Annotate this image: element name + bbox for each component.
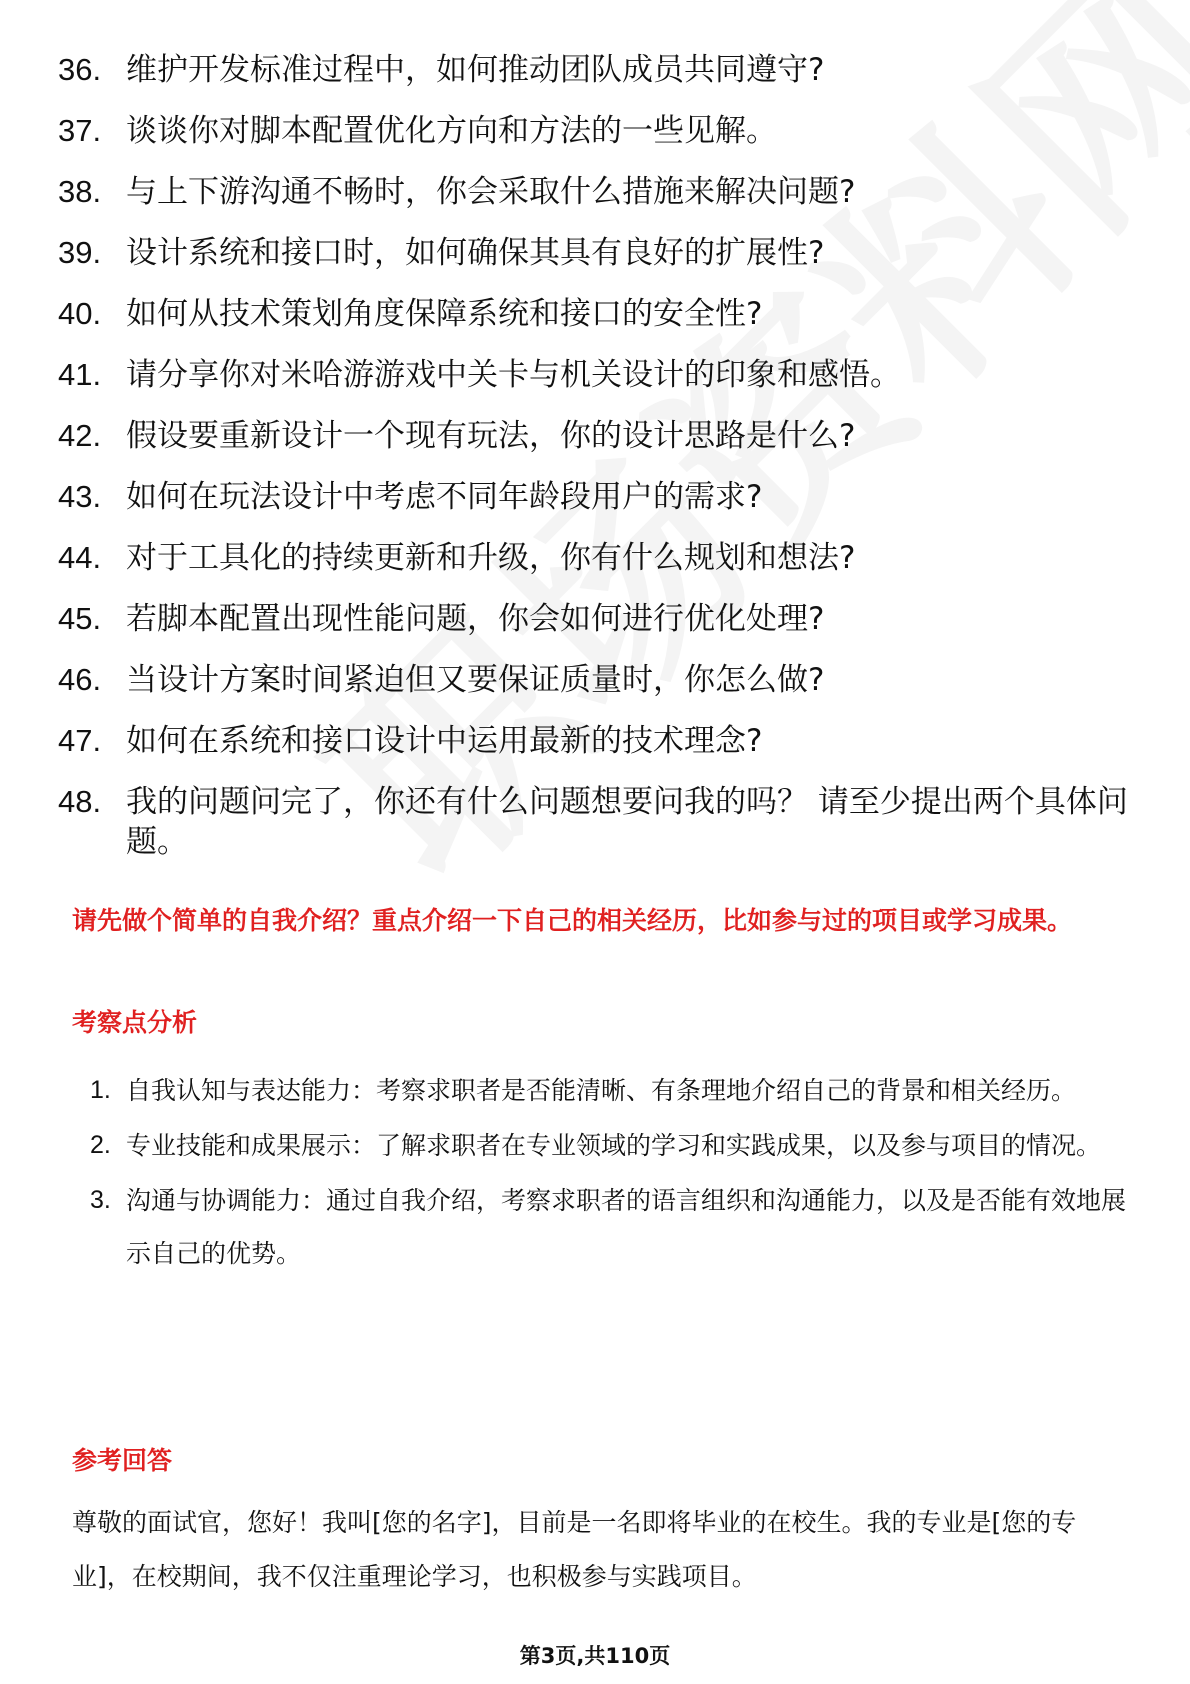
- analysis-list: [90, 1064, 1130, 1282]
- question-number: 39.: [58, 235, 102, 270]
- analysis-text: 专业技能和成果展示：了解求职者在专业领域的学习和实践成果，以及参与项目的情况。: [126, 1131, 1102, 1160]
- question-item: [58, 782, 1138, 862]
- question-heading: 请先做个简单的自我介绍？重点介绍一下自己的相关经历，比如参与过的项目或学习成果。: [72, 906, 1073, 935]
- question-text: 假设要重新设计一个现有玩法，你的设计思路是什么?: [126, 418, 856, 454]
- analysis-text: 沟通与协调能力：通过自我介绍，考察求职者的语言组织和沟通能力，以及是否能有效地展示自己的优势。: [126, 1186, 1127, 1268]
- question-text: 若脚本配置出现性能问题，你会如何进行优化处理?: [126, 601, 825, 637]
- question-number: 40.: [58, 296, 102, 331]
- question-number: 48.: [58, 784, 102, 819]
- question-text: 如何在玩法设计中考虑不同年龄段用户的需求?: [126, 479, 763, 515]
- question-number: 41.: [58, 357, 102, 392]
- question-item: [58, 599, 1138, 639]
- question-number: 45.: [58, 601, 102, 636]
- question-text: 维护开发标准过程中，如何推动团队成员共同遵守?: [126, 52, 825, 88]
- page-footer: 第3页,共110页: [519, 1644, 671, 1668]
- question-text: 与上下游沟通不畅时，你会采取什么措施来解决问题?: [126, 174, 856, 210]
- question-item: [58, 721, 1138, 761]
- question-item: [58, 50, 1138, 90]
- question-number: 43.: [58, 479, 102, 514]
- analysis-number: 3.: [90, 1186, 111, 1214]
- question-text: 我的问题问完了，你还有什么问题想要问我的吗？ 请至少提出两个具体问题。: [126, 784, 1128, 860]
- answer-heading-label: 参考回答: [72, 1446, 173, 1475]
- question-item: [58, 477, 1138, 517]
- question-text: 对于工具化的持续更新和升级，你有什么规划和想法?: [126, 540, 856, 576]
- analysis-item: [90, 1119, 1130, 1172]
- question-number: 36.: [58, 52, 102, 87]
- answer-paragraph: 尊敬的面试官，您好！我叫[您的名字]，目前是一名即将毕业的在校生。我的专业是[您的专业]，在校期间，我不仅注重理论学习，也积极参与实践项目。: [72, 1508, 1077, 1591]
- question-number: 42.: [58, 418, 102, 453]
- question-list: [58, 50, 1138, 883]
- analysis-item: [90, 1174, 1130, 1280]
- question-item: [58, 416, 1138, 456]
- analysis-text: 自我认知与表达能力：考察求职者是否能清晰、有条理地介绍自己的背景和相关经历。: [126, 1076, 1077, 1105]
- analysis-number: 1.: [90, 1076, 111, 1104]
- question-number: 38.: [58, 174, 102, 209]
- question-item: [58, 660, 1138, 700]
- question-text: 如何在系统和接口设计中运用最新的技术理念?: [126, 723, 763, 759]
- question-text: 谈谈你对脚本配置优化方向和方法的一些见解。: [126, 113, 777, 149]
- question-item: [58, 172, 1138, 212]
- answer-heading: [72, 1444, 1132, 1478]
- question-item: [58, 233, 1138, 273]
- question-item: [58, 111, 1138, 151]
- question-text: 设计系统和接口时，如何确保其具有良好的扩展性?: [126, 235, 825, 271]
- analysis-number: 2.: [90, 1131, 111, 1159]
- question-text: 请分享你对米哈游游戏中关卡与机关设计的印象和感悟。: [126, 357, 901, 393]
- analysis-heading-label: 考察点分析: [72, 1008, 198, 1037]
- question-item: [58, 355, 1138, 395]
- question-number: 44.: [58, 540, 102, 575]
- question-number: 37.: [58, 113, 102, 148]
- analysis-item: [90, 1064, 1130, 1117]
- question-item: [58, 294, 1138, 334]
- question-number: 47.: [58, 723, 102, 758]
- question-text: 当设计方案时间紧迫但又要保证质量时，你怎么做?: [126, 662, 825, 698]
- question-text: 如何从技术策划角度保障系统和接口的安全性?: [126, 296, 763, 332]
- question-number: 46.: [58, 662, 102, 697]
- analysis-heading: [72, 1006, 1132, 1040]
- question-item: [58, 538, 1138, 578]
